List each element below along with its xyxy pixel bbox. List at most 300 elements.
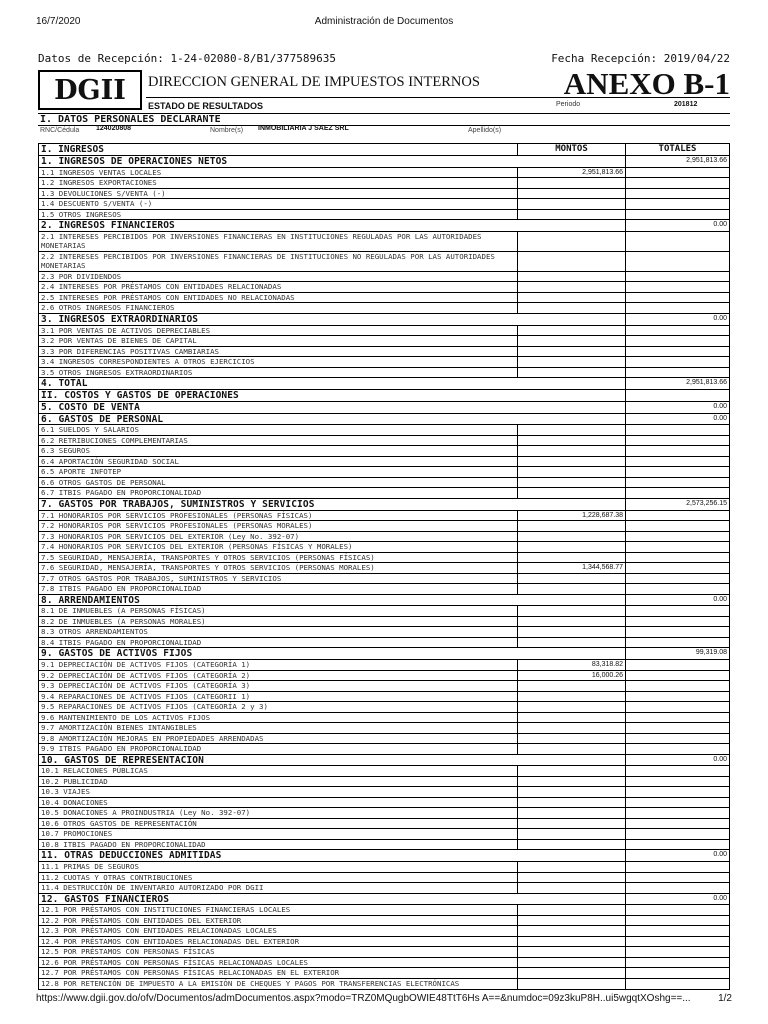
row-label: 2.2 INTERESES PERCIBIDOS POR INVERSIONES FINANCIERAS DE INSTITUCIONES NO REGULADAS POR LAS AUTORIDADES MONETARIAS — [41, 252, 495, 270]
line-item-row — [39, 787, 729, 798]
total-cell — [625, 798, 729, 808]
line-item-row — [39, 368, 729, 379]
line-item-row — [39, 357, 729, 368]
row-label: 5. COSTO DE VENTA — [41, 401, 140, 413]
row-label: 1.1 INGRESOS VENTAS LOCALES — [41, 167, 162, 177]
line-item-row — [39, 702, 729, 713]
line-item-row — [39, 692, 729, 703]
row-label: 3. INGRESOS EXTRAORDINARIOS — [41, 313, 199, 325]
section-row — [39, 220, 729, 232]
line-item-row — [39, 617, 729, 628]
monto-cell — [517, 926, 625, 936]
line-item-row — [39, 446, 729, 457]
line-item-row — [39, 829, 729, 840]
monto-cell — [517, 648, 625, 659]
row-label: 2.4 INTERESES POR PRÉSTAMOS CON ENTIDADES RELACIONADAS — [41, 282, 282, 292]
row-label: 3.2 POR VENTAS DE BIENES DE CAPITAL — [41, 336, 197, 346]
monto-cell: 16,000.26 — [517, 671, 625, 681]
total-cell — [625, 293, 729, 303]
total-cell — [625, 947, 729, 957]
monto-cell — [517, 368, 625, 378]
monto-cell — [517, 968, 625, 978]
line-item-row — [39, 574, 729, 585]
line-item-row — [39, 293, 729, 304]
monto-cell — [517, 436, 625, 446]
row-label: 6.4 APORTACIÓN SEGURIDAD SOCIAL — [41, 456, 179, 466]
total-cell — [625, 478, 729, 488]
total-cell — [625, 681, 729, 691]
total-cell: 0.00 — [625, 595, 729, 606]
row-label: 3.4 INGRESOS CORRESPONDIENTES A OTROS EJERCICIOS — [41, 357, 255, 367]
line-item-row — [39, 916, 729, 927]
column-header-totales: TOTALES — [625, 144, 729, 155]
monto-cell — [517, 414, 625, 425]
total-cell: 99,319.08 — [625, 648, 729, 659]
total-cell — [625, 532, 729, 542]
monto-cell — [517, 282, 625, 292]
line-item-row — [39, 968, 729, 979]
monto-cell — [517, 723, 625, 733]
section-row — [39, 156, 729, 168]
monto-cell — [517, 850, 625, 861]
monto-cell — [517, 979, 625, 990]
line-item-row — [39, 542, 729, 553]
fecha-recepcion: Fecha Recepción: 2019/04/22 — [551, 52, 730, 65]
line-item-row — [39, 511, 729, 522]
total-cell — [625, 787, 729, 797]
total-cell — [625, 272, 729, 282]
total-cell — [625, 702, 729, 712]
print-date: 16/7/2020 — [36, 16, 81, 27]
row-label: 6.6 OTROS GASTOS DE PERSONAL — [41, 477, 166, 487]
monto-cell — [517, 744, 625, 754]
line-item-row — [39, 347, 729, 358]
row-label: 6.7 ITBIS PAGADO EN PROPORCIONALIDAD — [41, 488, 202, 498]
row-label: 12.1 POR PRÉSTAMOS CON INSTITUCIONES FINANCIERAS LOCALES — [41, 905, 291, 915]
row-label: 8. ARRENDAMIENTOS — [41, 594, 140, 606]
row-label: 8.4 ITBIS PAGADO EN PROPORCIONALIDAD — [41, 637, 202, 647]
apellido-label: Apellido(s) — [468, 127, 502, 134]
total-cell: 2,951,813.66 — [625, 156, 729, 167]
line-item-row — [39, 883, 729, 894]
total-cell — [625, 368, 729, 378]
total-cell — [625, 808, 729, 818]
total-cell — [625, 968, 729, 978]
total-cell — [625, 723, 729, 733]
monto-cell — [517, 532, 625, 542]
row-label: 1.5 OTROS INGRESOS — [41, 209, 122, 219]
datos-personales-section — [38, 113, 730, 138]
total-cell — [625, 905, 729, 915]
line-item-row — [39, 425, 729, 436]
section-row — [39, 414, 729, 426]
monto-cell — [517, 347, 625, 357]
row-label: 7. GASTOS POR TRABAJOS, SUMINISTROS Y SERVICIOS — [41, 498, 315, 510]
row-label: 9.2 DEPRECIACIÓN DE ACTIVOS FIJOS (CATEGORÍA 2) — [41, 670, 251, 680]
header-divider — [146, 97, 730, 98]
row-label: 1.2 INGRESOS EXPORTACIONES — [41, 178, 157, 188]
row-label: 11.4 DESTRUCCIÓN DE INVENTARIO AUTORIZADO POR DGII — [41, 883, 264, 893]
line-item-row — [39, 584, 729, 595]
row-label: 10.6 OTROS GASTOS DE REPRESENTACIÓN — [41, 818, 197, 828]
monto-cell — [517, 819, 625, 829]
monto-cell — [517, 252, 625, 271]
row-label: 2.5 INTERESES POR PRÉSTAMOS CON ENTIDADES NO RELACIONADAS — [41, 292, 295, 302]
section-row — [39, 378, 729, 390]
nombre-value: INMOBILIARIA J SAEZ SRL — [258, 125, 349, 132]
line-item-row — [39, 168, 729, 179]
monto-cell — [517, 894, 625, 905]
total-cell: 0.00 — [625, 755, 729, 766]
row-label: 10.5 DONACIONES A PROINDUSTRIA (Ley No. 392-07) — [41, 808, 251, 818]
row-label: 10.1 RELACIONES PÚBLICAS — [41, 766, 148, 776]
monto-cell — [517, 787, 625, 797]
line-item-row — [39, 798, 729, 809]
line-item-row — [39, 606, 729, 617]
total-cell — [625, 457, 729, 467]
row-label: 7.1 HONORARIOS POR SERVICIOS PROFESIONALES (PERSONAS FÍSICAS) — [41, 510, 313, 520]
form-header — [38, 66, 730, 113]
line-item-row — [39, 553, 729, 564]
monto-cell — [517, 425, 625, 435]
row-label: 12.6 POR PRÉSTAMOS CON PERSONAS FÍSICAS RELACIONADAS LOCALES — [41, 957, 308, 967]
row-label: 1.4 DESCUENTO S/VENTA (-) — [41, 199, 153, 209]
line-item-row — [39, 660, 729, 671]
total-cell — [625, 252, 729, 271]
browser-print-header — [36, 16, 732, 30]
row-label: 11.2 CUOTAS Y OTRAS CONTRIBUCIONES — [41, 872, 193, 882]
total-cell — [625, 766, 729, 776]
monto-cell — [517, 958, 625, 968]
row-label: 9. GASTOS DE ACTIVOS FIJOS — [41, 648, 193, 660]
datos-personales-row — [38, 126, 730, 138]
total-cell — [625, 521, 729, 531]
total-cell — [625, 189, 729, 199]
total-cell — [625, 347, 729, 357]
monto-cell — [517, 584, 625, 594]
total-cell — [625, 617, 729, 627]
total-cell: 2,573,256.15 — [625, 499, 729, 510]
line-item-row — [39, 926, 729, 937]
monto-cell — [517, 326, 625, 336]
line-item-row — [39, 873, 729, 884]
row-label: 9.3 DEPRECIACIÓN DE ACTIVOS FIJOS (CATEGORÍA 3) — [41, 681, 251, 691]
total-cell — [625, 178, 729, 188]
total-cell — [625, 542, 729, 552]
row-label: 7.4 HONORARIOS POR SERVICIOS DEL EXTERIOR (PERSONAS FÍSICAS Y MORALES) — [41, 542, 353, 552]
monto-cell — [517, 446, 625, 456]
line-item-row — [39, 671, 729, 682]
monto-cell — [517, 232, 625, 251]
line-item-row — [39, 210, 729, 221]
line-item-row — [39, 326, 729, 337]
row-label: 8.2 DE INMUEBLES (A PERSONAS MORALES) — [41, 616, 206, 626]
row-label: 9.6 MANTENIMIENTO DE LOS ACTIVOS FIJOS — [41, 712, 211, 722]
total-cell — [625, 734, 729, 744]
row-label: 6.2 RETRIBUCIONES COMPLEMENTARIAS — [41, 435, 188, 445]
monto-cell — [517, 873, 625, 883]
total-cell: 0.00 — [625, 894, 729, 905]
monto-cell: 1,228,687.38 — [517, 511, 625, 521]
row-label: 12.2 POR PRÉSTAMOS CON ENTIDADES DEL EXTERIOR — [41, 915, 242, 925]
total-cell: 0.00 — [625, 402, 729, 413]
estado-resultados-table — [38, 143, 730, 990]
monto-cell — [517, 390, 625, 401]
row-label: 6. GASTOS DE PERSONAL — [41, 413, 164, 425]
monto-cell — [517, 627, 625, 637]
monto-cell — [517, 478, 625, 488]
row-label: 3.1 POR VENTAS DE ACTIVOS DEPRECIABLES — [41, 325, 211, 335]
line-item-row — [39, 457, 729, 468]
line-item-row — [39, 303, 729, 314]
monto-cell — [517, 916, 625, 926]
datos-recepcion: Datos de Recepción: 1-24-02080-8/B1/377589635 — [38, 52, 337, 65]
total-cell — [625, 671, 729, 681]
periodo-label: Periodo — [556, 101, 581, 108]
line-item-row — [39, 336, 729, 347]
monto-cell — [517, 189, 625, 199]
section-row — [39, 402, 729, 414]
line-item-row — [39, 766, 729, 777]
total-cell: 0.00 — [625, 850, 729, 861]
line-item-row — [39, 937, 729, 948]
reception-info — [38, 52, 730, 66]
monto-cell — [517, 766, 625, 776]
rnc-value: 124020808 — [96, 125, 132, 132]
monto-cell — [517, 542, 625, 552]
total-cell — [625, 638, 729, 648]
row-label: 10.8 ITBIS PAGADO EN PROPORCIONALIDAD — [41, 839, 206, 849]
total-cell — [625, 979, 729, 990]
line-item-row — [39, 723, 729, 734]
total-cell — [625, 199, 729, 209]
total-cell — [625, 511, 729, 521]
total-cell — [625, 574, 729, 584]
total-cell — [625, 390, 729, 401]
estado-resultados: ESTADO DE RESULTADOS — [148, 101, 264, 111]
total-cell — [625, 488, 729, 498]
monto-cell — [517, 617, 625, 627]
monto-cell — [517, 755, 625, 766]
row-label: 8.1 DE INMUEBLES (A PERSONAS FÍSICAS) — [41, 606, 206, 616]
total-cell — [625, 232, 729, 251]
monto-cell — [517, 777, 625, 787]
row-label: 7.2 HONORARIOS POR SERVICIOS PROFESIONALES (PERSONAS MORALES) — [41, 521, 313, 531]
column-header-montos: MONTOS — [517, 144, 625, 155]
monto-cell — [517, 937, 625, 947]
row-label: 2.6 OTROS INGRESOS FINANCIEROS — [41, 303, 175, 313]
total-cell — [625, 282, 729, 292]
total-cell — [625, 627, 729, 637]
line-item-row — [39, 681, 729, 692]
row-label: 1. INGRESOS DE OPERACIONES NETOS — [41, 156, 228, 167]
monto-cell — [517, 553, 625, 563]
row-label: 2. INGRESOS FINANCIEROS — [41, 220, 175, 232]
total-cell — [625, 563, 729, 573]
row-label: 10.7 PROMOCIONES — [41, 829, 113, 839]
line-item-row — [39, 563, 729, 574]
anexo-title: ANEXO B-1 — [563, 66, 730, 101]
total-cell — [625, 883, 729, 893]
total-cell: 0.00 — [625, 414, 729, 425]
total-cell — [625, 692, 729, 702]
line-item-row — [39, 627, 729, 638]
monto-cell — [517, 293, 625, 303]
row-label: 9.1 DEPRECIACIÓN DE ACTIVOS FIJOS (CATEGORÍA 1) — [41, 660, 251, 670]
monto-cell — [517, 840, 625, 850]
row-label: 2.1 INTERESES PERCIBIDOS POR INVERSIONES FINANCIERAS EN INSTITUCIONES REGULADAS POR LAS AUTORIDADES MONETARIAS — [41, 232, 482, 251]
line-item-row — [39, 282, 729, 293]
line-item-row — [39, 189, 729, 200]
table-header-row — [39, 144, 729, 156]
row-label: 7.7 OTROS GASTOS POR TRABAJOS, SUMINISTROS Y SERVICIOS — [41, 573, 282, 583]
total-cell — [625, 553, 729, 563]
row-label: 12.4 POR PRÉSTAMOS CON ENTIDADES RELACIONADAS DEL EXTERIOR — [41, 936, 300, 946]
line-item-row — [39, 638, 729, 649]
line-item-row — [39, 947, 729, 958]
monto-cell — [517, 220, 625, 231]
monto-cell — [517, 829, 625, 839]
line-item-row — [39, 252, 729, 272]
line-item-row — [39, 979, 729, 990]
row-label: 10.3 VIAJES — [41, 787, 90, 797]
print-url: https://www.dgii.gov.do/ofv/Documentos/admDocumentos.aspx?modo=TRZ0MQugbOWIE48TtT6Hs A==&numdoc=09z3kuP8H..ui5wgqtXOshg==... — [36, 993, 691, 1004]
row-label: 7.3 HONORARIOS POR SERVICIOS DEL EXTERIOR (Ley No. 392-07) — [41, 531, 300, 541]
monto-cell — [517, 883, 625, 893]
total-cell — [625, 744, 729, 754]
row-label: 10. GASTOS DE REPRESENTACIÓN — [41, 754, 204, 766]
monto-cell — [517, 692, 625, 702]
line-item-row — [39, 744, 729, 755]
row-label: 9.8 AMORTIZACIÓN MEJORAS EN PROPIEDADES ARRENDADAS — [41, 733, 264, 743]
line-item-row — [39, 467, 729, 478]
total-cell — [625, 713, 729, 723]
total-cell — [625, 916, 729, 926]
line-item-row — [39, 905, 729, 916]
total-cell — [625, 446, 729, 456]
monto-cell — [517, 798, 625, 808]
row-label: 6.1 SUELDOS Y SALARIOS — [41, 425, 139, 435]
monto-cell — [517, 314, 625, 325]
total-cell — [625, 926, 729, 936]
monto-cell — [517, 303, 625, 313]
org-name: DIRECCION GENERAL DE IMPUESTOS INTERNOS — [148, 74, 480, 90]
monto-cell — [517, 178, 625, 188]
monto-cell — [517, 357, 625, 367]
total-cell — [625, 210, 729, 220]
monto-cell — [517, 862, 625, 872]
section-title-datos-personales: I. DATOS PERSONALES DECLARANTE — [38, 113, 730, 126]
row-label: 7.6 SEGURIDAD, MENSAJERÍA, TRANSPORTES Y OTROS SERVICIOS (PERSONAS MORALES) — [41, 563, 375, 573]
total-cell: 0.00 — [625, 220, 729, 231]
browser-print-footer — [36, 993, 732, 1007]
monto-cell — [517, 272, 625, 282]
monto-cell — [517, 467, 625, 477]
row-label: 3.5 OTROS INGRESOS EXTRAORDINARIOS — [41, 367, 193, 377]
row-label: 10.2 PUBLICIDAD — [41, 776, 108, 786]
row-label: 12.8 POR RETENCIÓN DE IMPUESTO A LA EMISIÓN DE CHEQUES Y PAGOS POR TRANSFERENCIAS ELECTRÓNICAS — [41, 978, 460, 988]
row-label: 11. OTRAS DEDUCCIONES ADMITIDAS — [41, 850, 222, 862]
monto-cell — [517, 734, 625, 744]
monto-cell — [517, 713, 625, 723]
line-item-row — [39, 777, 729, 788]
monto-cell — [517, 606, 625, 616]
dgii-logo: DGII — [38, 70, 142, 110]
line-item-row — [39, 199, 729, 210]
monto-cell — [517, 199, 625, 209]
total-cell — [625, 819, 729, 829]
section-row — [39, 850, 729, 862]
row-label: 8.3 OTROS ARRENDAMIENTOS — [41, 627, 148, 637]
total-cell — [625, 436, 729, 446]
line-item-row — [39, 178, 729, 189]
monto-cell — [517, 156, 625, 167]
line-item-row — [39, 808, 729, 819]
line-item-row — [39, 840, 729, 851]
monto-cell — [517, 905, 625, 915]
line-item-row — [39, 232, 729, 252]
section-row — [39, 755, 729, 767]
section-row — [39, 314, 729, 326]
monto-cell — [517, 681, 625, 691]
row-label: 11.1 PRIMAS DE SEGUROS — [41, 862, 139, 872]
rnc-label: RNC/Cédula — [40, 127, 80, 134]
print-page-title: Administración de Documentos — [314, 16, 454, 27]
total-cell — [625, 840, 729, 850]
periodo-value: 201812 — [674, 101, 698, 108]
section-row — [39, 894, 729, 906]
row-label: II. COSTOS Y GASTOS DE OPERACIONES — [41, 390, 239, 401]
total-cell — [625, 862, 729, 872]
monto-cell — [517, 210, 625, 220]
monto-cell — [517, 521, 625, 531]
total-cell — [625, 958, 729, 968]
total-cell — [625, 584, 729, 594]
monto-cell — [517, 457, 625, 467]
monto-cell — [517, 638, 625, 648]
monto-cell — [517, 488, 625, 498]
line-item-row — [39, 734, 729, 745]
row-label: 7.8 ITBIS PAGADO EN PROPORCIONALIDAD — [41, 584, 202, 594]
total-cell — [625, 326, 729, 336]
monto-cell — [517, 378, 625, 389]
line-item-row — [39, 862, 729, 873]
total-cell — [625, 937, 729, 947]
row-label: 9.5 REPARACIONES DE ACTIVOS FIJOS (CATEGORÍA 2 y 3) — [41, 702, 268, 712]
section-row — [39, 648, 729, 660]
total-cell: 0.00 — [625, 314, 729, 325]
row-label: 9.4 REPARACIONES DE ACTIVOS FIJOS (CATEGORII 1) — [41, 691, 251, 701]
total-cell — [625, 336, 729, 346]
row-label: 2.3 POR DIVIDENDOS — [41, 271, 122, 281]
row-label: 12.7 POR PRÉSTAMOS CON PERSONAS FÍSICAS RELACIONADAS EN EL EXTERIOR — [41, 968, 340, 978]
total-cell — [625, 777, 729, 787]
monto-cell — [517, 499, 625, 510]
total-cell — [625, 873, 729, 883]
total-cell — [625, 168, 729, 178]
section-row — [39, 595, 729, 607]
total-cell: 2,951,813.66 — [625, 378, 729, 389]
row-label: 4. TOTAL — [41, 378, 88, 390]
line-item-row — [39, 488, 729, 499]
monto-cell — [517, 808, 625, 818]
monto-cell — [517, 402, 625, 413]
line-item-row — [39, 713, 729, 724]
row-label: 12.3 POR PRÉSTAMOS CON ENTIDADES RELACIONADAS LOCALES — [41, 926, 277, 936]
row-label: 3.3 POR DIFERENCIAS POSITIVAS CAMBIARIAS — [41, 346, 219, 356]
column-header-ingresos: I. INGRESOS — [41, 144, 104, 155]
total-cell — [625, 829, 729, 839]
